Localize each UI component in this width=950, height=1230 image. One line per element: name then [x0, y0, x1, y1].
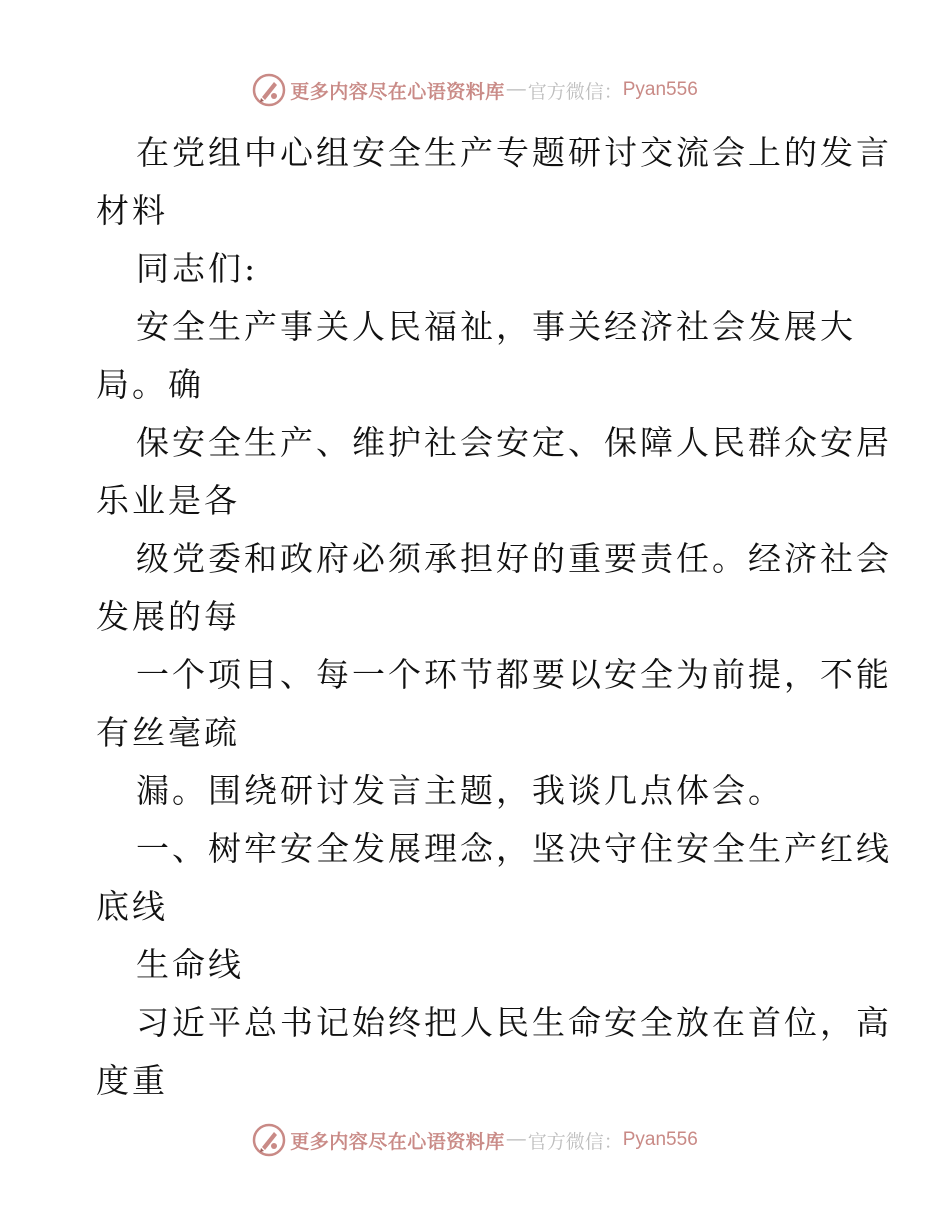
document-line: 保安全生产、维护社会安定、保障人民群众安居	[136, 423, 892, 462]
watermark-wechat-id: Pyan556	[622, 79, 698, 100]
document-line: 习近平总书记始终把人民生命安全放在首位，高	[136, 1003, 892, 1042]
document-body	[96, 124, 892, 1110]
watermark-official-label: 官方微信：	[527, 1130, 623, 1153]
document-line: 发展的每	[96, 597, 240, 636]
pen-nib-logo-icon	[252, 73, 286, 107]
document-line: 有丝毫疏	[96, 713, 240, 752]
document-line: 漏。围绕研讨发言主题，我谈几点体会。	[136, 771, 784, 810]
watermark-official-label: 官方微信：	[527, 80, 623, 103]
watermark-dash: —	[506, 1129, 526, 1150]
document-line: 级党委和政府必须承担好的重要责任。经济社会	[136, 539, 892, 578]
watermark-wechat-id: Pyan556	[622, 1129, 698, 1150]
header-watermark	[0, 70, 950, 110]
document-line: 一个项目、每一个环节都要以安全为前提，不能	[136, 655, 892, 694]
document-line: 在党组中心组安全生产专题研讨交流会上的发言	[136, 133, 892, 172]
document-line: 同志们:	[136, 249, 259, 288]
document-line: 一、树牢安全发展理念，坚决守住安全生产红线	[136, 829, 892, 868]
watermark-dash: —	[506, 79, 526, 100]
document-line: 度重	[96, 1061, 168, 1100]
document-line: 局。确	[96, 365, 204, 404]
document-line: 生命线	[136, 945, 244, 984]
watermark-brand-text: 更多内容尽在心语资料库	[290, 80, 505, 103]
watermark-brand-text: 更多内容尽在心语资料库	[290, 1130, 505, 1153]
document-line: 底线	[96, 887, 168, 926]
pen-nib-logo-icon	[252, 1123, 286, 1157]
footer-watermark	[0, 1120, 950, 1160]
document-line: 乐业是各	[96, 481, 240, 520]
document-line: 安全生产事关人民福祉，事关经济社会发展大	[136, 307, 856, 346]
document-line: 材料	[96, 191, 168, 230]
